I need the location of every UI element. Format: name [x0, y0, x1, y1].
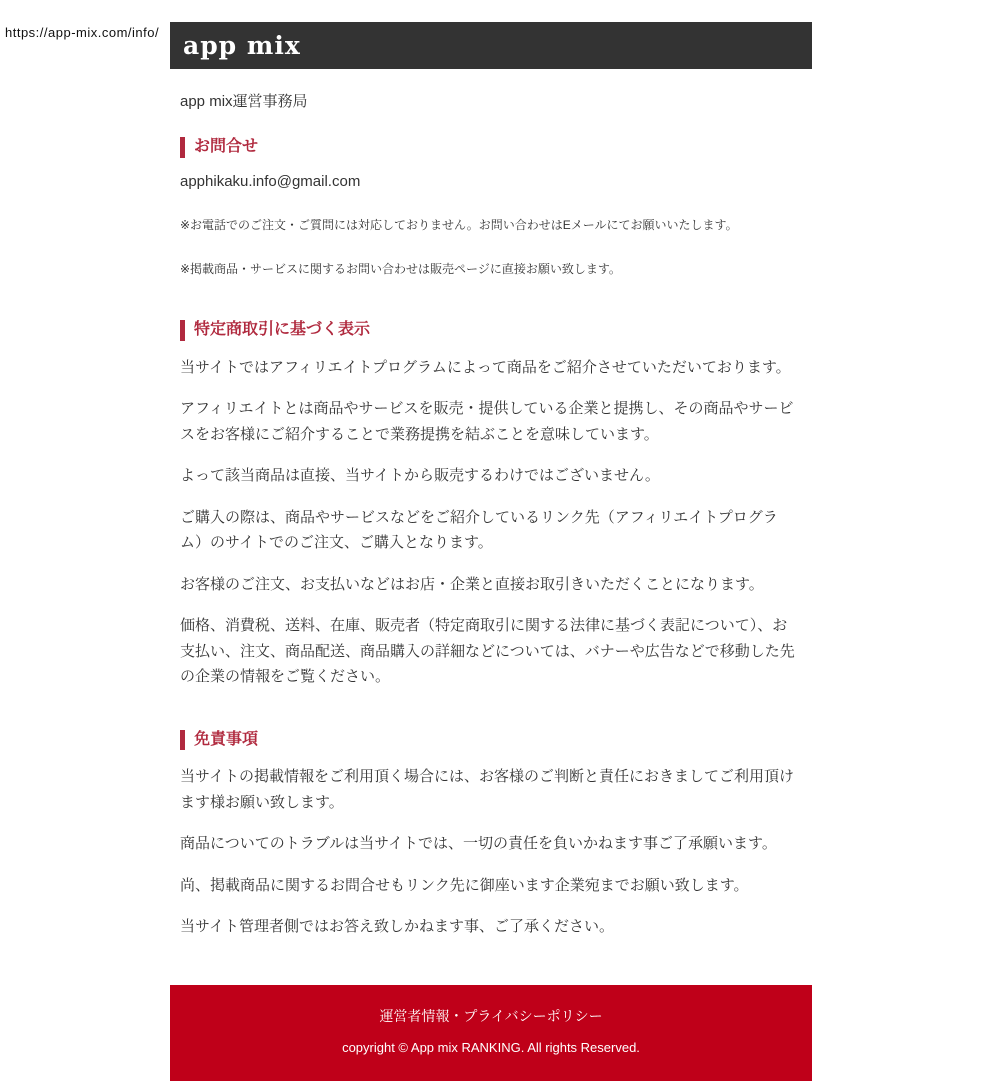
- page-container: [170, 22, 812, 1081]
- disclaimer-paragraph-2: 商品についてのトラブルは当サイトでは、一切の責任を負いかねます事ご了承願います。: [180, 835, 777, 853]
- footer-privacy-policy-link[interactable]: 運営者情報・プライバシーポリシー: [379, 1007, 603, 1024]
- site-header: [170, 22, 812, 69]
- commercial-paragraph-2: アフィリエイトとは商品やサービスを販売・提供している企業と提携し、その商品やサービスをお客様にご紹介することで業務提携を結ぶことを意味しています。: [180, 400, 794, 443]
- disclaimer-heading: 免責事項: [180, 730, 796, 751]
- contact-note-phone: ※お電話でのご注文・ご質問には対応しておりません。お問い合わせはEメールにてお願いいたします。: [180, 217, 738, 232]
- browser-url-text: https://app-mix.com/info/: [5, 25, 160, 40]
- disclaimer-paragraph-1: 当サイトの掲載情報をご利用頂く場合には、お客様のご判断と責任におきましてご利用頂けます様お願い致します。: [180, 768, 794, 811]
- page: [0, 22, 983, 1081]
- section-commercial-law: [180, 320, 796, 690]
- footer-copyright-text: copyright © App mix RANKING. All rights Reserved.: [342, 1039, 640, 1055]
- site-title-link[interactable]: app mix: [183, 31, 301, 60]
- contact-note-products: ※掲載商品・サービスに関するお問い合わせは販売ページに直接お願い致します。: [180, 261, 621, 276]
- commercial-paragraph-5: お客様のご注文、お支払いなどはお店・企業と直接お取引きいただくことになります。: [180, 575, 764, 593]
- commercial-paragraph-1: 当サイトではアフィリエイトプログラムによって商品をご紹介させていただいております。: [180, 358, 791, 376]
- commercial-paragraph-4: ご購入の際は、商品やサービスなどをご紹介しているリンク先（アフィリエイトプログラム）のサイトでのご注文、ご購入となります。: [180, 508, 778, 552]
- commercial-paragraph-6: 価格、消費税、送料、在庫、販売者（特定商取引に関する法律に基づく表記について）、お支払い、注文、商品配送、商品購入の詳細などについては、バナーや広告などで移動した先の企業の情報をご覧ください。: [180, 617, 795, 686]
- operator-name-text: app mix運営事務局: [180, 93, 308, 110]
- commercial-law-heading: 特定商取引に基づく表示: [180, 320, 796, 341]
- site-footer: [170, 985, 812, 1081]
- disclaimer-paragraph-4: 当サイト管理者側ではお答え致しかねます事、ご了承ください。: [180, 918, 614, 936]
- contact-heading: お問合せ: [180, 137, 796, 158]
- disclaimer-paragraph-3: 尚、掲載商品に関するお問合せもリンク先に御座います企業宛までお願い致します。: [180, 876, 749, 894]
- section-contact: [180, 137, 796, 278]
- commercial-paragraph-3: よって該当商品は直接、当サイトから販売するわけではございません。: [180, 467, 660, 485]
- main-content: [170, 93, 812, 940]
- section-disclaimer: [180, 730, 796, 940]
- contact-email-text: apphikaku.info@gmail.com: [180, 172, 361, 190]
